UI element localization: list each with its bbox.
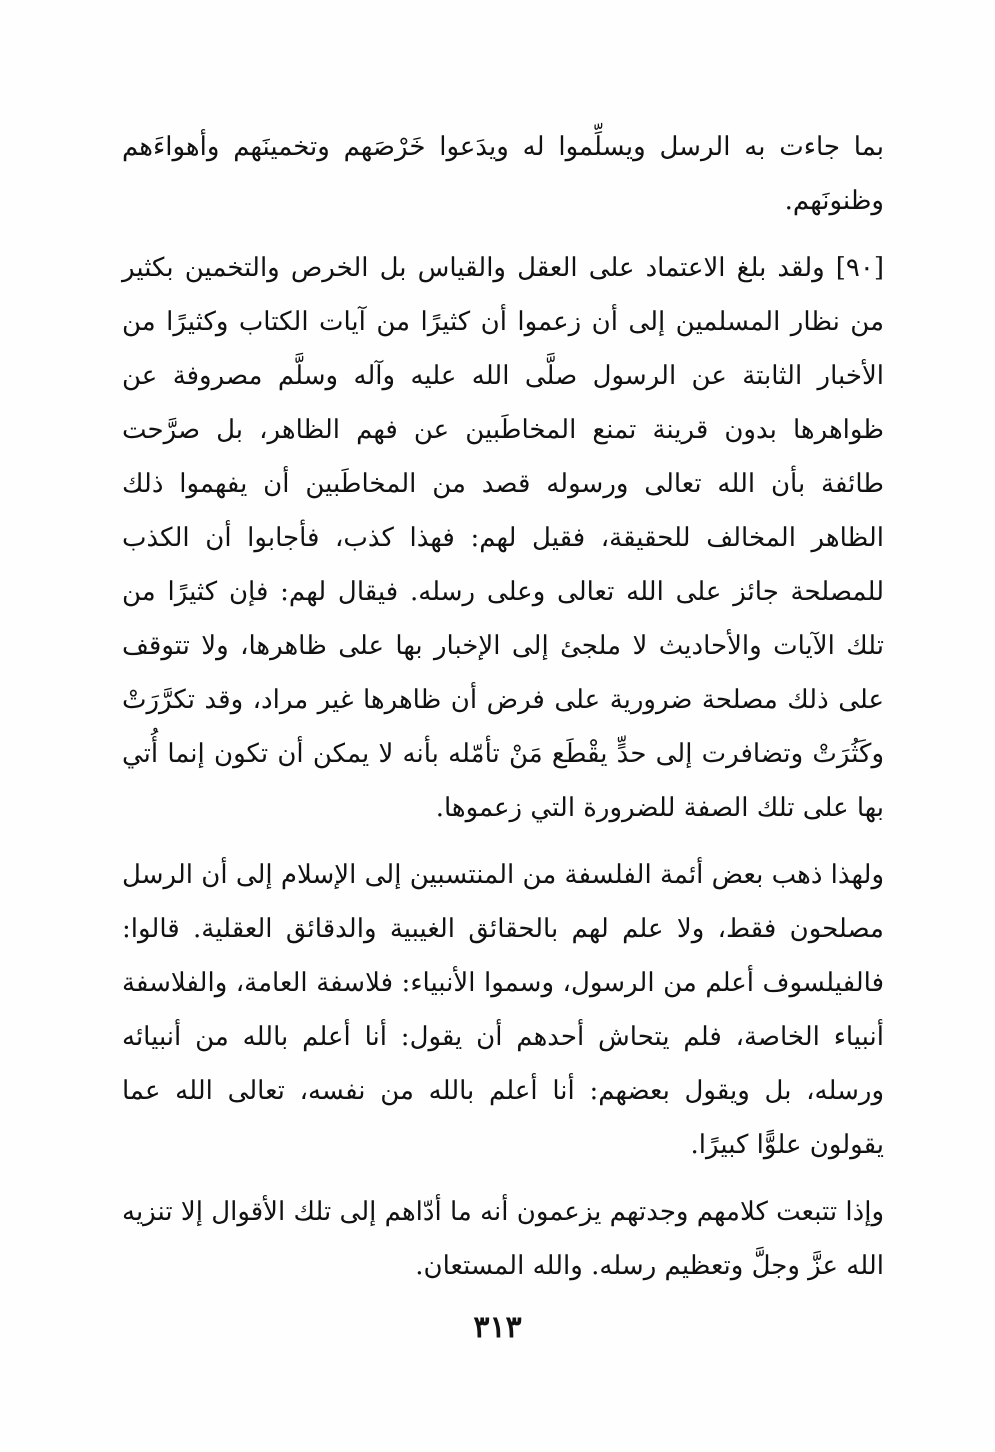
paragraph-conclusion: وإذا تتبعت كلامهم وجدتهم يزعمون أنه ما أدّاهم إلى تلك الأقوال إلا تنزيه الله عزَّ وجلَّ وتعظيم رسله. والله المستعان. xyxy=(122,1197,884,1281)
paragraph-continuation: بما جاءت به الرسل ويسلِّموا له ويدَعوا خَرْصَهم وتخمينَهم وأهواءَهم وظنونَهم. xyxy=(122,132,884,216)
paragraph-90: [٩٠] ولقد بلغ الاعتماد على العقل والقياس بل الخرص والتخمين بكثير من نظار المسلمين إلى أن زعموا أن كثيرًا من آيات الكتاب وكثيرًا من الأخبار الثابتة عن الرسول صلَّى الله عليه وآله وسلَّم مصروفة عن ظواهرها بدون قرينة تمنع المخاطَبين عن فهم الظاهر، بل صرَّحت طائفة بأن الله تعالى ورسوله قصد من المخاطَبين أن يفهموا ذلك الظاهر المخالف للحقيقة، فقيل لهم: فهذا كذب، فأجابوا أن الكذب للمصلحة جائز على الله تعالى وعلى رسله. فيقال لهم: فإن كثيرًا من تلك الآيات والأحاديث لا ملجئ إلى الإخبار بها على ظاهرها، ولا تتوقف على ذلك مصلحة ضرورية على فرض أن ظاهرها غير مراد، وقد تكرَّرَتْ وكَثُرَتْ وتضافرت إلى حدٍّ يقْطَع مَنْ تأمّله بأنه لا يمكن أن تكون إنما أُتي بها على تلك الصفة للضرورة التي زعموها. xyxy=(122,253,884,823)
body-text xyxy=(122,120,884,1293)
paragraph-philosophers: ولهذا ذهب بعض أئمة الفلسفة من المنتسبين إلى الإسلام إلى أن الرسل مصلحون فقط، ولا علم لهم بالحقائق الغيبية والدقائق العقلية. قالوا: فالفيلسوف أعلم من الرسول، وسموا الأنبياء: فلاسفة العامة، والفلاسفة أنبياء الخاصة، فلم يتحاش أحدهم أن يقول: أنا أعلم بالله من أنبيائه ورسله، بل ويقول بعضهم: أنا أعلم بالله من نفسه، تعالى الله عما يقولون علوًّا كبيرًا. xyxy=(122,860,884,1160)
page-number: ٣١٣ xyxy=(473,1310,522,1345)
